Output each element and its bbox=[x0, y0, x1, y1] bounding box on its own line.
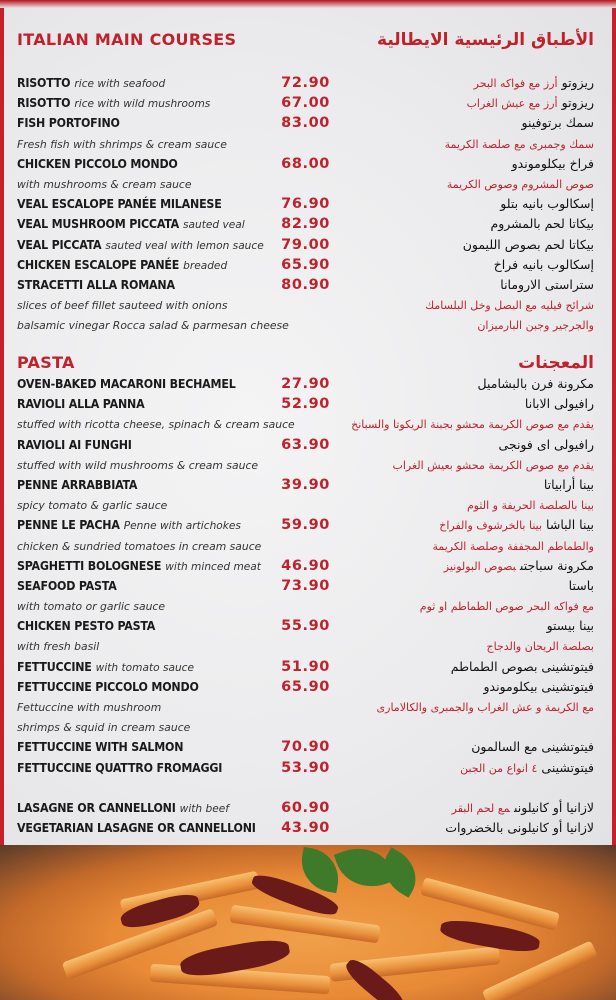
menu-item-row bbox=[0, 536, 616, 556]
item-description: sauted veal bbox=[183, 219, 245, 232]
item-arabic bbox=[494, 255, 594, 275]
item-description: with tomato sauce bbox=[95, 661, 195, 674]
item-name: SPAGHETTI BOLOGNESE bbox=[17, 558, 162, 573]
menu-item-row bbox=[0, 596, 616, 616]
menu-item-row bbox=[0, 515, 616, 535]
item-name: RAVIOLI AI FUNGHI bbox=[17, 437, 132, 452]
item-description: shrimps & squid in cream sauce bbox=[17, 721, 191, 735]
item-name-ar: فيتوتشينى مع السالمون bbox=[471, 739, 594, 755]
item-english bbox=[17, 697, 161, 718]
item-arabic bbox=[525, 394, 594, 414]
menu-item-row bbox=[0, 677, 616, 697]
item-description: Fettuccine with mushroom bbox=[17, 701, 162, 714]
item-price: 65.90 bbox=[281, 678, 330, 695]
item-arabic bbox=[351, 414, 594, 435]
item-price: 27.90 bbox=[281, 376, 330, 392]
item-description-ar: مع لحم البقر bbox=[451, 801, 510, 815]
item-name-ar: إسكالوب بانيه فراخ bbox=[493, 256, 594, 272]
item-name-ar: لازانيا أو كانيلونى bbox=[513, 799, 594, 815]
menu-item-row bbox=[0, 73, 616, 93]
item-description-ar: ٤ انواع من الجبن bbox=[460, 761, 538, 775]
item-arabic bbox=[544, 475, 594, 495]
item-name-ar: بيكاتا لحم بالمشروم bbox=[490, 216, 594, 232]
item-english bbox=[17, 374, 236, 394]
main-courses-list bbox=[0, 73, 616, 335]
menu-item-row bbox=[0, 374, 616, 394]
item-name-ar: سمك برتوفينو bbox=[521, 115, 594, 131]
item-description-ar: يقدم مع صوص الكريمة محشو بعيش الغراب bbox=[392, 458, 594, 472]
item-english bbox=[17, 73, 165, 94]
item-arabic bbox=[392, 455, 594, 476]
item-arabic bbox=[447, 174, 594, 195]
item-english bbox=[17, 315, 289, 336]
item-english bbox=[17, 435, 132, 455]
menu-item-row bbox=[0, 697, 616, 717]
item-description: spicy tomato & garlic sauce bbox=[17, 499, 168, 513]
menu-item-row bbox=[0, 636, 616, 656]
menu-item-row bbox=[0, 455, 616, 475]
item-price: 60.90 bbox=[281, 799, 330, 816]
item-name: SEAFOOD PASTA bbox=[17, 578, 117, 593]
item-arabic bbox=[377, 697, 594, 718]
item-english bbox=[17, 677, 199, 697]
item-price: 82.90 bbox=[281, 216, 330, 233]
item-price: 67.00 bbox=[281, 95, 330, 112]
item-english bbox=[17, 194, 222, 214]
item-name: FETTUCCINE bbox=[17, 659, 92, 674]
item-arabic bbox=[439, 515, 594, 536]
item-description: with mushrooms & cream sauce bbox=[17, 177, 192, 191]
item-arabic bbox=[547, 616, 594, 636]
item-english bbox=[17, 737, 183, 757]
item-price: 65.90 bbox=[281, 256, 330, 273]
item-price: 83.00 bbox=[281, 115, 330, 132]
item-arabic bbox=[512, 154, 594, 174]
menu-item-row bbox=[0, 235, 616, 255]
item-description-ar: بصلصة الريحان والدجاج bbox=[486, 640, 594, 654]
section-title-main-courses: ITALIAN MAIN COURSES bbox=[17, 30, 237, 49]
item-arabic bbox=[467, 495, 594, 516]
item-description: slices of beef fillet sauteed with onions bbox=[17, 299, 228, 313]
item-name: CHICKEN PICCOLO MONDO bbox=[17, 156, 178, 171]
menu-item-row bbox=[0, 737, 616, 757]
item-name: PENNE LE PACHA bbox=[17, 518, 120, 533]
item-arabic bbox=[432, 536, 594, 557]
item-description-ar: صوص المشروم وصوص الكريمة bbox=[446, 177, 594, 191]
menu-item-row bbox=[0, 154, 616, 174]
item-name: FETTUCCINE PICCOLO MONDO bbox=[17, 679, 199, 694]
item-description: stuffed with ricotta cheese, spinach & cream sauce bbox=[17, 418, 295, 432]
item-name-ar: فيتوتشينى بصوص الطماطم bbox=[450, 658, 594, 674]
top-border bbox=[0, 0, 616, 8]
menu-item-row bbox=[0, 798, 616, 818]
item-english bbox=[17, 255, 227, 276]
menu-item-row bbox=[0, 818, 616, 838]
menu-item-row bbox=[0, 616, 616, 636]
menu-item-row bbox=[0, 576, 616, 596]
item-name-ar: فراخ بيكلوموندو bbox=[511, 155, 594, 171]
item-english bbox=[17, 275, 175, 295]
section-title-pasta: PASTA bbox=[17, 353, 75, 372]
item-description-ar: سمك وجمبرى مع صلصة الكريمة bbox=[444, 137, 594, 151]
item-description-ar: بصوص البولونيز bbox=[443, 559, 516, 573]
item-arabic bbox=[425, 295, 594, 316]
item-price: 59.90 bbox=[281, 517, 330, 534]
item-name: FETTUCCINE QUATTRO FROMAGGI bbox=[17, 760, 223, 775]
menu-item-row bbox=[0, 414, 616, 434]
item-arabic bbox=[478, 374, 594, 394]
item-price: 53.90 bbox=[281, 759, 330, 776]
item-name-ar: بينا بيستو bbox=[546, 618, 594, 634]
item-price: 63.90 bbox=[281, 436, 330, 453]
item-price: 51.90 bbox=[281, 658, 330, 675]
item-name: VEAL PICCATA bbox=[17, 237, 102, 252]
item-arabic bbox=[569, 576, 594, 596]
item-english bbox=[17, 235, 264, 256]
item-name-ar: إسكالوب بانيه بتلو bbox=[500, 196, 594, 212]
item-english bbox=[17, 134, 227, 155]
item-arabic bbox=[498, 435, 594, 455]
item-arabic bbox=[487, 636, 595, 657]
item-price: 70.90 bbox=[281, 739, 330, 756]
item-description: breaded bbox=[183, 259, 228, 272]
item-description-ar: شرائح فيليه مع البصل وخل البلسامك bbox=[425, 299, 594, 313]
item-name-ar: بينا الباشا bbox=[546, 517, 594, 533]
item-english bbox=[17, 536, 261, 557]
item-arabic bbox=[500, 275, 594, 295]
item-english bbox=[17, 636, 99, 657]
item-name-ar: ستراستى الارومانا bbox=[500, 276, 594, 292]
item-arabic bbox=[483, 677, 594, 697]
item-name-ar: بيكاتا لحم بصوص الليمون bbox=[462, 236, 594, 252]
item-name: VEGETARIAN LASAGNE OR CANNELLONI bbox=[17, 821, 256, 836]
item-description: Penne with artichokes bbox=[123, 520, 241, 533]
item-name-ar: ريزوتو bbox=[561, 75, 594, 90]
item-arabic bbox=[471, 737, 594, 757]
item-name-ar: فيتوتشينى بيكلوموندو bbox=[483, 678, 594, 694]
item-name: RISOTTO bbox=[17, 96, 71, 111]
item-name: LASAGNE OR CANNELLONI bbox=[17, 800, 176, 815]
item-description: sauted veal with lemon sauce bbox=[105, 239, 264, 252]
item-description: chicken & sundried tomatoes in cream sauce bbox=[17, 539, 262, 553]
item-name: FISH PORTOFINO bbox=[17, 116, 120, 131]
item-price: 80.90 bbox=[281, 276, 330, 293]
item-english bbox=[17, 154, 178, 174]
item-description-ar: أرز مع فواكه البحر bbox=[473, 77, 558, 90]
item-price: 79.00 bbox=[281, 236, 330, 253]
menu-item-row bbox=[0, 475, 616, 495]
menu-item-row bbox=[0, 435, 616, 455]
item-arabic bbox=[444, 556, 594, 577]
item-english bbox=[17, 295, 228, 316]
item-english bbox=[17, 758, 222, 778]
menu-item-row bbox=[0, 174, 616, 194]
menu-item-row bbox=[0, 275, 616, 295]
item-description-ar: يقدم مع صوص الكريمة محشو بجبنة الريكوتا والسبانخ bbox=[351, 418, 594, 432]
item-description-ar: والطماطم المجففة وصلصة الكريمة bbox=[432, 539, 594, 553]
item-arabic bbox=[474, 73, 594, 94]
pasta-list bbox=[0, 374, 616, 838]
item-english bbox=[17, 616, 155, 636]
menu-item-row bbox=[0, 657, 616, 677]
item-english bbox=[17, 174, 192, 195]
item-price: 55.90 bbox=[281, 618, 330, 635]
item-english bbox=[17, 717, 190, 738]
item-name: RISOTTO bbox=[17, 76, 71, 90]
item-name: RAVIOLI ALLA PANNA bbox=[17, 397, 145, 412]
section-title-pasta-ar: المعجنات bbox=[518, 353, 594, 373]
item-name-ar: رافيولى اى فونجى bbox=[498, 436, 594, 452]
menu-item-row bbox=[0, 295, 616, 315]
item-english bbox=[17, 455, 258, 476]
item-description: with fresh basil bbox=[17, 640, 100, 654]
item-arabic bbox=[463, 235, 594, 255]
menu-item-row bbox=[0, 255, 616, 275]
item-english bbox=[17, 414, 295, 435]
item-price: 73.90 bbox=[281, 577, 330, 594]
item-english bbox=[17, 818, 256, 838]
item-arabic bbox=[490, 214, 594, 234]
menu-item-row bbox=[0, 194, 616, 214]
item-price: 76.90 bbox=[281, 196, 330, 213]
item-english bbox=[17, 596, 165, 617]
item-description-ar: والجرجير وجبن البارميزان bbox=[477, 319, 594, 333]
item-name-ar: لازانيا أو كانيلونى بالخضروات bbox=[445, 820, 594, 836]
menu-item-row bbox=[0, 394, 616, 414]
item-description-ar: مع الكريمة و عش الغراب والجمبرى والكالامارى bbox=[376, 701, 594, 714]
item-name-ar: مكرونة فرن بالبشاميل bbox=[477, 376, 594, 391]
item-name: CHICKEN ESCALOPE PANÉE bbox=[17, 257, 180, 272]
item-english bbox=[17, 576, 117, 596]
menu-item-row bbox=[0, 778, 616, 798]
item-arabic bbox=[445, 134, 594, 155]
item-arabic bbox=[460, 758, 594, 779]
menu-item-row bbox=[0, 93, 616, 113]
item-name-ar: فيتوتشينى bbox=[541, 759, 594, 775]
item-description: rice with seafood bbox=[74, 78, 166, 90]
item-price: 52.90 bbox=[281, 396, 330, 413]
item-arabic bbox=[477, 315, 594, 336]
menu-item-row bbox=[0, 315, 616, 335]
item-description-ar: بينا بالصلصة الحريفة و الثوم bbox=[466, 499, 594, 513]
item-arabic bbox=[420, 596, 594, 617]
item-price: 72.90 bbox=[281, 75, 330, 91]
menu-item-row bbox=[0, 758, 616, 778]
item-name: FETTUCCINE WITH SALMON bbox=[17, 740, 184, 755]
item-arabic bbox=[452, 798, 594, 819]
item-arabic bbox=[445, 818, 594, 838]
item-description-ar: أرز مع عيش الغراب bbox=[466, 97, 558, 111]
item-description: with beef bbox=[179, 802, 229, 815]
item-price: 43.90 bbox=[281, 820, 330, 837]
menu-item-row bbox=[0, 113, 616, 133]
item-name: VEAL MUSHROOM PICCATA bbox=[17, 217, 180, 232]
item-name-ar: رافيولى الابانا bbox=[524, 396, 594, 412]
menu-item-row bbox=[0, 495, 616, 515]
item-english bbox=[17, 495, 167, 516]
item-name-ar: بينا أرابياتا bbox=[543, 476, 594, 492]
item-price: 39.90 bbox=[281, 476, 330, 493]
item-description: rice with wild mushrooms bbox=[74, 98, 211, 111]
penne-pasta-dish-photo bbox=[0, 845, 616, 1000]
item-english bbox=[17, 556, 261, 577]
item-english bbox=[17, 113, 120, 133]
item-arabic bbox=[451, 657, 594, 677]
item-english bbox=[17, 798, 229, 819]
item-description: Fresh fish with shrimps & cream sauce bbox=[17, 137, 227, 151]
item-description: balsamic vinegar Rocca salad & parmesan cheese bbox=[17, 319, 289, 333]
item-description-ar: بينا بالخرشوف والفراخ bbox=[439, 519, 543, 533]
item-name: PENNE ARRABBIATA bbox=[17, 477, 138, 492]
item-description: stuffed with wild mushrooms & cream sauce bbox=[17, 458, 259, 472]
menu-item-row bbox=[0, 717, 616, 737]
item-description: with minced meat bbox=[165, 560, 261, 573]
section-title-main-courses-ar: الأطباق الرئيسية الايطالية bbox=[377, 30, 594, 50]
item-arabic bbox=[522, 113, 595, 133]
item-description: with tomato or garlic sauce bbox=[17, 600, 165, 614]
item-name-ar: ريزوتو bbox=[561, 95, 594, 111]
item-english bbox=[17, 515, 241, 536]
item-price: 68.00 bbox=[281, 155, 330, 172]
menu-item-row bbox=[0, 134, 616, 154]
item-english bbox=[17, 394, 144, 414]
item-name: OVEN-BAKED MACARONI BECHAMEL bbox=[17, 377, 236, 391]
item-name: STRACETTI ALLA ROMANA bbox=[17, 277, 175, 292]
item-name-ar: باستا bbox=[568, 577, 594, 593]
item-description-ar: مع فواكه البحر صوص الطماطم او ثوم bbox=[419, 600, 594, 614]
menu-item-row bbox=[0, 214, 616, 234]
item-name: CHICKEN PESTO PASTA bbox=[17, 619, 156, 634]
item-english bbox=[17, 657, 194, 678]
item-arabic bbox=[467, 93, 594, 114]
menu-item-row bbox=[0, 556, 616, 576]
item-arabic bbox=[500, 194, 594, 214]
item-english bbox=[17, 214, 245, 235]
item-price: 46.90 bbox=[281, 557, 330, 574]
item-english bbox=[17, 475, 137, 495]
item-name-ar: مكرونة سباجتى bbox=[519, 557, 594, 573]
item-name: VEAL ESCALOPE PANÉE MILANESE bbox=[17, 197, 222, 212]
item-english bbox=[17, 93, 210, 114]
